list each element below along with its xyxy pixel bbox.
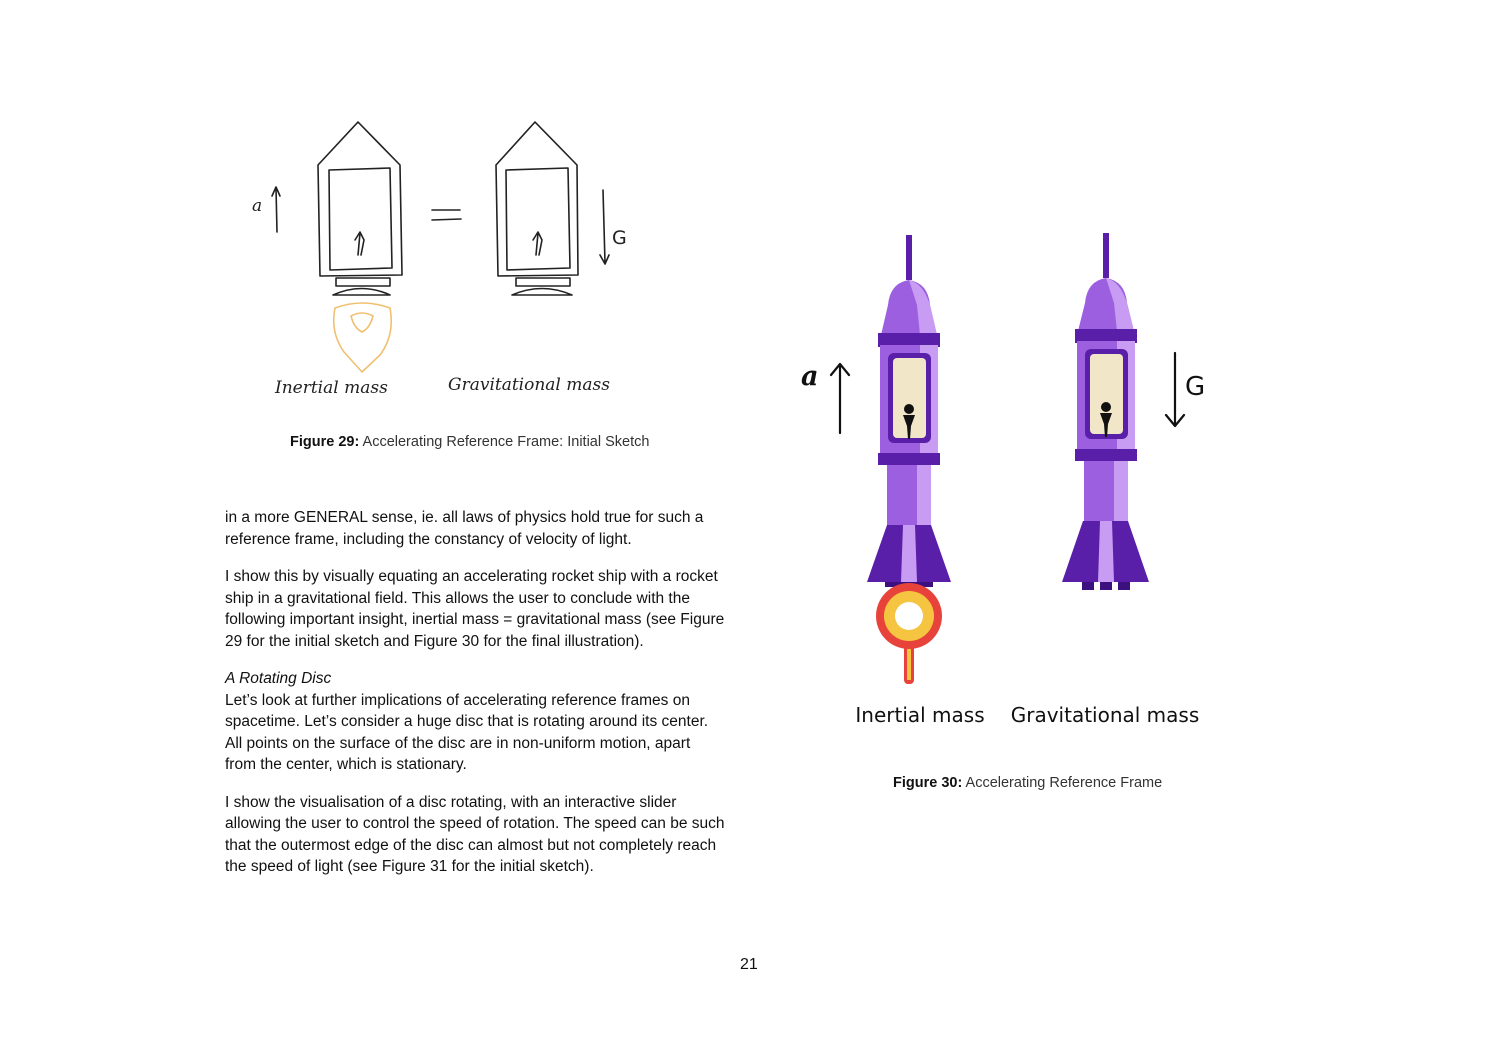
label-g: G: [1185, 372, 1206, 402]
paragraph-1: in a more GENERAL sense, ie. all laws of physics hold true for such a reference frame, including the constancy of velocity of light.: [225, 509, 704, 548]
label-gravitational-mass: Gravitational mass: [1010, 703, 1200, 727]
arrow-down-icon: [1166, 353, 1184, 426]
sketch-equals: [432, 210, 461, 220]
sketch-label-inertial: Inertial mass: [275, 378, 388, 398]
figure-30-illustration: [790, 225, 1230, 735]
sketch-rocket-right: [496, 122, 578, 295]
page-number: 21: [740, 956, 758, 973]
sketch-label-a: a: [252, 196, 263, 216]
sketch-arrow-down: [600, 190, 609, 264]
sketch-rocket-left: [318, 122, 402, 295]
figure-29-caption-text: Accelerating Reference Frame: Initial Sketch: [359, 434, 650, 450]
paragraph-4: I show the visualisation of a disc rotating, with an interactive slider allowing the user to control the speed of rotation. The speed can be such that the outermost edge of the disc can almost but not completely reach the speed of light (see Figure 31 for the initial sketch).: [225, 793, 725, 875]
sketch-flame: [334, 303, 392, 372]
figure-30-caption-text: Accelerating Reference Frame: [962, 775, 1163, 791]
rocket-inertial: [867, 235, 951, 684]
figure-30-caption-label: Figure 30:: [893, 775, 963, 791]
body-text: [225, 507, 725, 894]
figure-29-sketch: [240, 110, 640, 410]
figure-30-caption: [893, 775, 1162, 791]
sketch-label-g: G: [612, 227, 627, 249]
figure-29-caption-label: Figure 29:: [290, 434, 360, 450]
label-a: a: [801, 361, 819, 392]
paragraph-2: I show this by visually equating an accelerating rocket ship with a rocket ship in a gravitational field. This allows the user to conclude with the following important insight, inertial mass = gravitational mass (see Figure 29 for the initial sketch and Figure 30 for the final illustration).: [225, 568, 725, 650]
subheading-rotating-disc: A Rotating Disc: [225, 670, 332, 687]
paragraph-3: Let’s look at further implications of accelerating reference frames on spacetime. Let’s consider a huge disc that is rotating around its center. All points on the surface of the disc are in non-uniform motion, apart from the center, which is stationary.: [225, 691, 709, 773]
label-inertial-mass: Inertial mass: [855, 703, 985, 727]
rocket-flame: [876, 583, 942, 684]
arrow-up-icon: [831, 364, 849, 433]
figure-29-caption: [290, 434, 649, 450]
sketch-arrow-up: [272, 187, 280, 232]
sketch-label-gravitational: Gravitational mass: [448, 375, 610, 395]
